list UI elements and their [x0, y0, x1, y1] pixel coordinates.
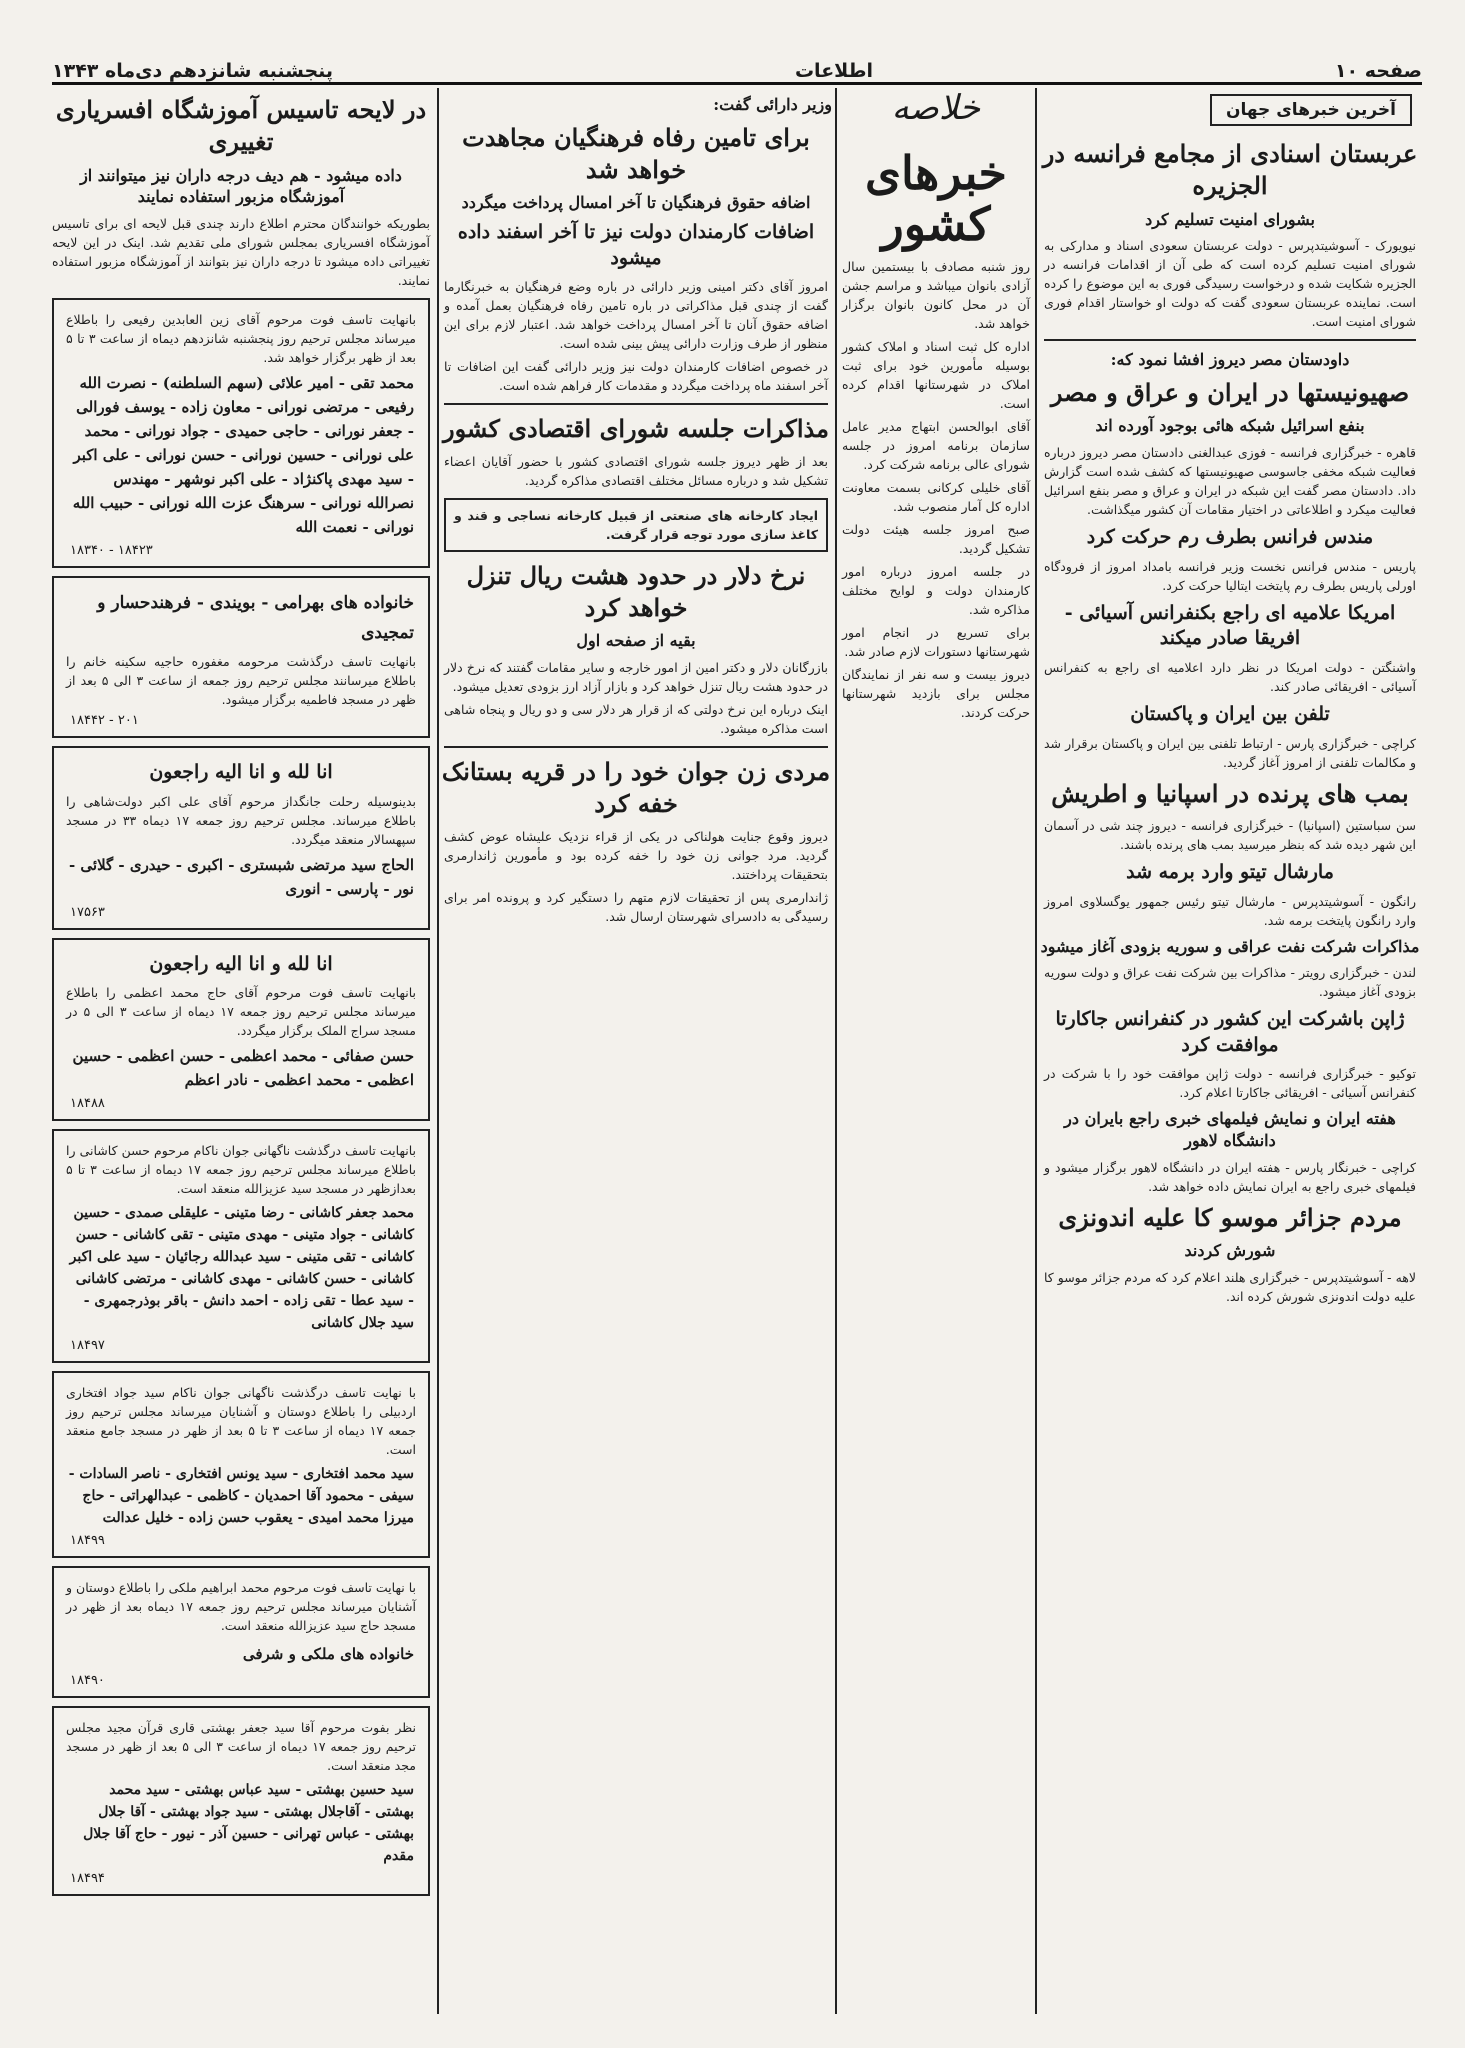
obituary-notice [52, 746, 430, 930]
article-telephone: کراچی - خبرگزاری پارس - ارتباط تلفنی بین ایران و پاکستان برقرار شد و مکالمات تلفنی از امروز آغاز گردید. [1044, 735, 1416, 770]
obituary-notice [52, 1129, 430, 1363]
headline-dollar: نرخ دلار در حدود هشت ریال تنزل خواهد کرد [466, 560, 806, 623]
notice-names: سید محمد افتخاری - سید یونس افتخاری - ناصر السادات - سیفی - محمود آقا احمدیان - کاظمی - عبدالهراتی - حاج میرزا محمد امیدی - یعقوب حسن زاده - خلیل عدالت [68, 1466, 414, 1527]
notice-text: بانهایت تاسف درگذشت مرحومه مغفوره حاجیه سکینه خانم را باطلاع میرسانند مجلس ترحیم روز جمعه از ساعت ۳ الی ۵ بعد از ظهر در مسجد فاطمیه برگزار میشود. [66, 653, 416, 707]
headline-murder: مردی زن جوان خود را در قریه بستانک خفه کرد [441, 757, 831, 819]
summary-item: آقای خلیلی کرکانی بسمت معاونت اداره کل آمار منصوب شد. [842, 480, 1030, 515]
notice-names: خانواده های ملکی و شرفی [242, 1645, 414, 1664]
article-dollar-cont: اینک درباره این نرخ دولتی که از قرار هر دلار سی و دو ریال و پنجاه شاهی است مذاکره میشود. [444, 702, 828, 737]
column-domestic-summary [838, 88, 1034, 2014]
headline-mendes: مندس فرانس بطرف رم حرکت کرد [1086, 525, 1374, 548]
article-iran-week: کراچی - خبرنگار پارس - هفته ایران در دانشگاه لاهور برگزار میشود و فیلمهای خبری راجع به ایران نمایش داده خواهد شد. [1044, 1159, 1416, 1194]
notice-title: انا لله و انا الیه راجعون [149, 952, 333, 975]
notice-text: با نهایت تاسف فوت مرحوم محمد ابراهیم ملکی را باطلاع دوستان و آشنایان میرساند مجلس ترحیم روز جمعه ۱۷ دیماه بعد از ظهر در مسجد حاج سید عزیزالله منعقد است. [66, 1580, 416, 1634]
summary-item: صبح امروز جلسه هیئت دولت تشکیل گردید. [842, 522, 1030, 557]
article-japan: توکیو - خبرگزاری فرانسه - دولت ژاپن موافقت خود را با شرکت در کنفرانس آسیائی - افریقائی جاکارتا اعلام کرد. [1044, 1066, 1416, 1101]
article-economic-council: بعد از ظهر دیروز جلسه شورای اقتصادی کشور با حضور آقایان اعضاء تشکیل شد و درباره مسائل مختلف اقتصادی مذاکره گردید. [444, 453, 828, 488]
headline-academy: در لایحه تاسیس آموزشگاه افسریاری تغییری [55, 95, 427, 157]
obituary-notice [52, 938, 430, 1122]
obituary-notice [52, 1371, 430, 1558]
summary-item: در جلسه امروز درباره امور کارمندان دولت و لوایح مختلف مذاکره شد. [842, 564, 1030, 618]
subhead-saudi: بشورای امنیت تسلیم کرد [1145, 209, 1315, 229]
notice-code: ۱۸۴۹۷ [70, 1338, 105, 1354]
notice-code: ۱۸۴۹۹ [70, 1533, 105, 1549]
headline-teachers: برای تامین رفاه فرهنگیان مجاهدت خواهد شد [462, 122, 810, 184]
brand-domestic-news: خبرهای کشور [865, 146, 1007, 251]
article-saudi: نیویورک - آسوشیتدپرس - دولت عربستان سعودی اسناد و مدارکی به شورای امنیت تسلیم کرده است که طی آن از اقدامات فرانسه در الجزیره شکایت شده و درخواست رسیدگی فوری به این موضوع را کرده است. نماینده عربستان سعودی گفت که دولت او خواستار اقدام فوری شورای امنیت است. [1044, 238, 1416, 330]
notice-code: ۱۸۴۸۸ [70, 1096, 105, 1112]
article-teachers: امروز آقای دکتر امینی وزیر دارائی در باره وضع فرهنگیان به خبرنگارما گفت از چندی قبل مذاکراتی در باره تامین رفاه فرهنگیان بعمل آمده و اضافه حقوق آنان تا آخر امسال پرداخت خواهد شد. اعتبار لازم برای این منظور از طرف وزارت دارائی پیش بینی شده است. [444, 279, 828, 352]
article-tito: رانگون - آسوشیتدپرس - مارشال تیتو رئیس جمهور یوگسلاوی امروز وارد رانگون پایتخت برمه شد. [1044, 893, 1416, 928]
obituary-notice [52, 1566, 430, 1698]
column-rule [1035, 88, 1037, 2014]
notice-code: ۱۸۴۹۰ [70, 1673, 105, 1689]
column-world-news [1040, 88, 1420, 2014]
notice-names: الحاج سید مرتضی شبستری - اکبری - حیدری - گلائی - نور - پارسی - انوری [68, 855, 414, 898]
headline-tito: مارشال تیتو وارد برمه شد [1126, 860, 1334, 883]
divider [444, 746, 828, 748]
summary-item: اداره کل ثبت اسناد و املاک کشور بوسیله مأمورین خود برای ثبت املاک در شهرستانها اقدام کرده است. [842, 339, 1030, 412]
headline-japan: ژاپن باشرکت این کشور در کنفرانس جاکارتا موافقت کرد [1055, 1008, 1405, 1056]
headline-iran-week: هفته ایران و نمایش فیلمهای خبری راجع بایران در دانشگاه لاهور [1064, 1109, 1396, 1151]
subhead-zionist: بنفع اسرائیل شبکه هائی بوجود آورده اند [1095, 416, 1365, 436]
notice-code: ۱۸۳۴۰ - ۱۸۴۲۳ [70, 542, 153, 558]
notice-names: محمد تقی - امیر علائی (سهم السلطنه) - نصرت الله رفیعی - مرتضی نورانی - معاون زاده - یوسف فورالی - جعفر نورانی - حاجی حمیدی - جواد نورانی - محمد علی نورانی - حسین نورانی - حسن نورانی - علی اکبر - سید مهدی پاکنژاد - علی اکبر نوشهر - مهندس نصرالله نورانی - سرهنگ عزت الله نورانی - حبیب الله نورانی - نعمت الله [72, 373, 414, 536]
notice-title: خانواده های بهرامی - بویندی - فرهندحسار و تمجیدی [97, 592, 414, 643]
article-moluccas: لاهه - آسوشیتدپرس - خبرگزاری هلند اعلام کرد که مردم جزائر موسو کا علیه دولت اندونزی شورش کرده اند. [1044, 1269, 1416, 1304]
headline-iraq-oil: مذاکرات شرکت نفت عراقی و سوریه بزودی آغاز میشود [1040, 936, 1420, 956]
article-dollar: بازرگانان دلار و دکتر امین از امور خارجه و سایر مقامات گفتند که نرخ دلار در حدود هشت ریال تنزل خواهد کرد و بازار آزاد ارز بزودی تعدیل میشود. [444, 660, 828, 695]
column-rule [835, 88, 837, 2014]
summary-item: آقای ابوالحسن ابتهاج مدیر عامل سازمان برنامه امروز در جلسه شورای عالی برنامه شرکت کرد. [842, 419, 1030, 473]
article-iraq-oil: لندن - خبرگزاری رویتر - مذاکرات بین شرکت نفت عراق و دولت سوریه بزودی آغاز میشود. [1044, 965, 1416, 1000]
article-academy: بطوریکه خوانندگان محترم اطلاع دارند چندی قبل لایحه ای برای تاسیس آموزشگاه افسریاری بمجلس شورای ملی تقدیم شد. اینک در این لایحه تغییراتی داده میشود تا درجه داران نیز بتوانند از آموزشگاه مزبور استفاده نمایند. [52, 215, 430, 288]
article-flying-bombs: سن سباستین (اسپانیا) - خبرگزاری فرانسه - دیروز چند شی در آسمان این شهر دیده شد که بنظر میرسید بمب های پرنده باشند. [1044, 817, 1416, 852]
headline-telephone: تلفن بین ایران و پاکستان [1130, 702, 1330, 725]
headline-flying-bombs: بمب های پرنده در اسپانیا و اطریش [1051, 778, 1409, 808]
notice-names: محمد جعفر کاشانی - رضا متینی - علیقلی صمدی - حسین کاشانی - جواد متینی - مهدی متینی - تقی کاشانی - حسن کاشانی - تقی متینی - سید عبدالله رجائیان - سید علی اکبر کاشانی - حسن کاشانی - مهدی کاشانی - مرتضی کاشانی - سید عطا - تقی زاده - احمد دانش - باقر بوذرجمهری - سید جلال کاشانی [69, 1205, 414, 1332]
section-title-box: آخرین خبرهای جهان [1210, 94, 1412, 126]
notice-code: ۱۷۵۶۳ [70, 904, 105, 920]
article-murder-cont: ژاندارمری پس از تحقیقات لازم متهم را دستگیر کرد و پرونده امر برای رسیدگی به دادسرای شهرستان ارسال شد. [444, 889, 828, 924]
obituary-notice [52, 576, 430, 738]
notice-code: ۱۸۴۹۴ [70, 1871, 105, 1887]
subhead-moluccas: شورش کردند [1184, 1241, 1276, 1260]
column-notices [48, 88, 434, 2014]
notice-text: بانهایت تاسف فوت مرحوم آقای زین العابدین رفیعی را باطلاع میرساند مجلس ترحیم روز پنجشنبه شانزدهم دیماه از ساعت ۳ تا ۵ بعد از ظهر برگزار خواهد شد. [66, 311, 416, 365]
notice-title: انا لله و انا الیه راجعون [149, 760, 333, 783]
column-rule [437, 88, 439, 2014]
divider [1044, 339, 1416, 341]
subhead-teachers: اضافه حقوق فرهنگیان تا آخر امسال پرداخت میگردد [461, 193, 811, 213]
issue-date: پنجشنبه شانزدهم دی‌ماه ۱۳۴۳ [52, 60, 334, 82]
article-employees: در خصوص اضافات کارمندان دولت نیز وزیر دارائی گفت این اضافات تا آخر اسفند ماه پرداخت میگردد و مقدمات کار فراهم شده است. [444, 359, 828, 394]
article-mendes: پاریس - مندس فرانس نخست وزیر فرانسه بامداد امروز از فرودگاه اورلی پاریس بطرف رم پایتخت ایتالیا حرکت کرد. [1044, 558, 1416, 593]
notice-text: بدینوسیله رحلت جانگداز مرحوم آقای علی اکبر دولت‌شاهی را باطلاع میرساند. مجلس ترحیم روز جمعه ۱۷ دیماه ۳۳ در مسجد سپهسالار منعقد میگردد. [66, 793, 417, 847]
headline-moluccas: مردم جزائر موسو کا علیه اندونزی [1058, 1202, 1402, 1232]
subhead-employees: اضافات کارمندان دولت نیز تا آخر اسفند داده میشود [457, 220, 815, 269]
notice-names: حسن صفائی - محمد اعظمی - حسن اعظمی - حسین اعظمی - محمد اعظمی - نادر اعظم [72, 1047, 414, 1090]
divider [444, 403, 828, 405]
kicker-finance-minister: وزیر دارائی گفت: [713, 95, 832, 114]
headline-economic-council: مذاکرات جلسه شورای اقتصادی کشور [443, 414, 829, 444]
paper-name: اطلاعات [794, 60, 874, 82]
notice-text: بانهایت تاسف درگذشت ناگهانی جوان ناکام مرحوم حسن کاشانی را باطلاع میرساند مجلس ترحیم روز جمعه ۱۷ دیماه از ساعت ۳ تا ۵ بعدازظهر در مسجد سید عزیزالله منعقد است. [66, 1143, 416, 1197]
quote-box [444, 498, 828, 552]
headline-saudi: عربستان اسنادی از مجامع فرانسه در الجزیره [1042, 139, 1418, 201]
column-finance [440, 88, 832, 2014]
quote-text: ایجاد کارخانه های صنعتی از قبیل کارخانه نساجی و قند و کاغذ سازی مورد توجه قرار گرفت. [454, 507, 818, 542]
notice-names: سید حسین بهشتی - سید عباس بهشتی - سید محمد بهشتی - آقاجلال بهشتی - سید جواد بهشتی - آقا جلال بهشتی - عباس تهرانی - حسین آذر - نیور - حاج آقا جلال مقدم [83, 1782, 414, 1865]
subhead-dollar: بقیه از صفحه اول [576, 631, 696, 651]
article-asia-africa: واشنگتن - دولت امریکا در نظر دارد اعلامیه ای راجع به کنفرانس آسیائی - افریقائی صادر کند. [1044, 659, 1416, 694]
notice-text: بانهایت تاسف فوت مرحوم آقای حاج محمد اعظمی را باطلاع میرساند مجلس ترحیم روز جمعه ۱۷ دیماه از ساعت ۳ الی ۵ در مسجد سراج الملک برگزار میگردد. [66, 985, 416, 1039]
obituary-notice [52, 298, 430, 568]
kicker-egypt: داودستان مصر دیروز افشا نمود که: [1110, 350, 1350, 370]
notice-text: نظر بفوت مرحوم آقا سید جعفر بهشتی قاری قرآن مجید مجلس ترحیم روز جمعه ۱۷ دیماه از ساعت ۳ الی ۵ بعد از ظهر در مسجد مجد منعقد است. [66, 1720, 416, 1774]
masthead [52, 48, 1422, 85]
summary-item: دیروز بیست و سه نفر از نمایندگان مجلس برای بازدید شهرستانها حرکت کردند. [842, 667, 1030, 721]
summary-item: برای تسریع در انجام امور شهرستانها دستورات لازم صادر شد. [842, 625, 1030, 660]
summary-item: روز شنبه مصادف با بیستمین سال آزادی بانوان میباشد و مراسم جشن آن در محل کانون بانوان برگزار خواهد شد. [842, 259, 1030, 332]
headline-asia-africa: امریکا علامیه ای راجع بکنفرانس آسیائی - افریقا صادر میکند [1064, 601, 1396, 650]
headline-zionist: صهیونیستها در ایران و عراق و مصر [1050, 377, 1410, 407]
obituary-notice [52, 1706, 430, 1896]
subhead-academy: داده میشود - هم دیف درجه داران نیز میتوانند از آموزشگاه مزبور استفاده نمایند [80, 165, 402, 207]
article-murder: دیروز وقوع جنایت هولناکی در یکی از قراء نزدیک علیشاه عوض کشف گردید. مرد جوانی زن خود را خفه کرده بود و مأمورین ژاندارمری بتحقیقات پرداختند. [444, 828, 828, 882]
notice-code: ۱۸۴۴۲ - ۲۰۱ [70, 712, 139, 728]
notice-text: با نهایت تاسف درگذشت ناگهانی جوان ناکام سید جواد افتخاری اردبیلی را باطلاع دوستان و آشنایان میرساند مجلس ترحیم روز جمعه ۱۷ دیماه از ساعت ۳ تا ۵ بعد از ظهر در مسجد جامع منعقد است. [66, 1385, 416, 1458]
article-zionist: قاهره - خبرگزاری فرانسه - فوزی عبدالغنی دادستان مصر دیروز درباره فعالیت شبکه مخفی جاسوسی صهیونیستها که کشف شده است گزارش داد. دادستان مصر گفت این شبکه در ایران و عراق و مصر بنفع اسرائیل فعالیت میکرد و اطلاعاتی در اختیار مقامات آن کشور میگذاشت. [1044, 444, 1416, 517]
brand-summary: خلاصه [891, 88, 981, 128]
page-number: صفحه ۱۰ [1334, 60, 1422, 82]
